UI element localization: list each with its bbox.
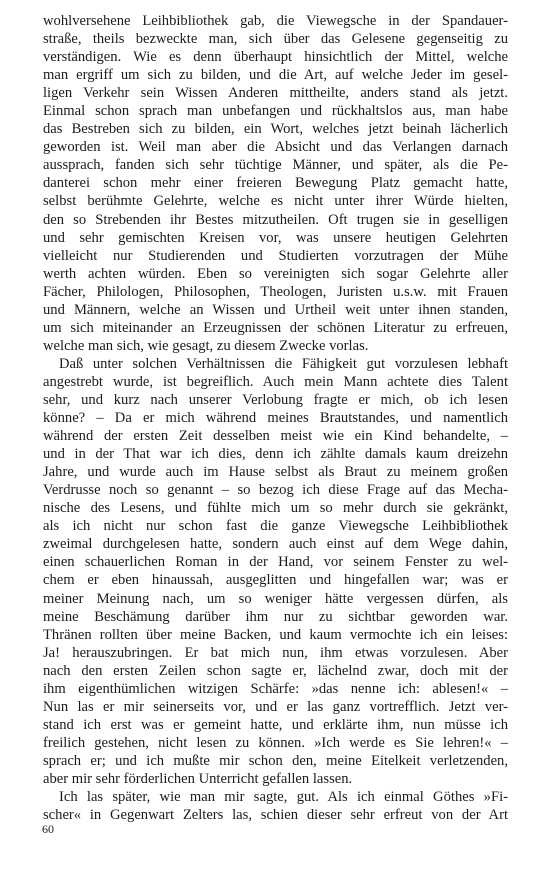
text-line: angestrebt wurde, ist begreiflich. Auch mein Mann achtete dies Talent <box>43 373 508 390</box>
text-line: danterei schon mehr einer freieren Bewegung Platz gemacht hatte, <box>43 175 508 192</box>
text-line: werth achten würden. Eben so vereinigten sich sogar Gelehrte aller <box>43 265 508 282</box>
text-line: aussprach, fanden sich sehr tüchtige Männer, und später, als die Pe- <box>43 157 508 174</box>
text-line: Fächer, Philologen, Philosophen, Theologen, Juristen u.s.w. mit Frauen <box>43 283 508 300</box>
text-line: chem er eben hinaussah, ausgeglitten und hingefallen war; was er <box>43 572 508 589</box>
text-line: Verdrusse noch so genannt – so bezog ich diese Frage auf das Mecha- <box>43 482 508 499</box>
text-line: ligen Verkehr sein Wissen Anderen mittheilte, anders stand als jetzt. <box>43 85 508 102</box>
text-line: sprach er; und ich mußte mir schon den, meine Eitelkeit verletzenden, <box>43 752 508 769</box>
text-line: einen schauerlichen Roman in der Hand, vor seinem Fenster zu wel- <box>43 554 508 571</box>
text-line: das Bestreben sich zu bilden, ein Wort, welches jetzt beinah lächerlich <box>43 121 508 138</box>
text-line: um sich miteinander an Erzeugnissen der schönen Literatur zu erfreuen, <box>43 319 508 336</box>
text-line: als ich nicht nur schon fast die ganze Viewegsche Leihbibliothek <box>43 518 508 535</box>
text-line: vielleicht nur Studierenden und Studierten vorzutragen der Mühe <box>43 247 508 264</box>
text-line: zweimal durchgelesen hatte, sondern auch einst auf dem Wege dahin, <box>43 536 508 553</box>
text-line: könne? – Da er mich während meines Brautstandes, und namentlich <box>43 410 508 427</box>
text-line: wohlversehene Leihbibliothek gab, die Viewegsche in der Spandauer- <box>43 13 508 29</box>
text-line: und sehr gemischten Kreisen vor, was unsere heutigen Gelehrten <box>43 229 508 246</box>
text-line: freilich gestehen, nicht lesen zu können. »Ich werde es Sie lehren!« – <box>43 734 508 751</box>
text-line: man ergriff um sich zu bilden, und die Art, auf welche Jeder im gesel- <box>43 67 508 84</box>
text-line: Ja! herauszubringen. Er bat mich nun, ihm etwas vorzulesen. Aber <box>43 644 508 661</box>
paragraph-end-line: welche man sich, wie gesagt, zu diesem Zwecke vorlas. <box>43 337 369 354</box>
text-line: scher« in Gegenwart Zelters las, schien dieser sehr erfreut von der Art <box>43 807 508 824</box>
text-line: nach den ersten Zeilen schon sagte er, lächelnd zwar, doch mit der <box>43 662 508 679</box>
text-line: Nun las er mir seinerseits vor, und er las ganz vortrefflich. Jetzt ver- <box>43 698 508 715</box>
text-line: Jahre, und wurde auch im Hause selbst als Braut zu meinem großen <box>43 464 508 481</box>
text-line: und Männern, welche an Wissen und Urtheil weit unter ihnen standen, <box>43 301 508 318</box>
text-line: selbst berühmte Gelehrte, welche es nicht unter ihrer Würde hielten, <box>43 193 508 210</box>
paragraph-start-line: Ich las später, wie man mir sagte, gut. Als ich einmal Göthes »Fi- <box>59 789 508 806</box>
page-number: 60 <box>42 822 54 836</box>
text-line: nische des Lesens, und fühlte mich um so mehr durch sie gekränkt, <box>43 500 508 517</box>
text-line: sehr, und kurz nach unserer Verlobung fragte er mich, ob ich lesen <box>43 391 508 408</box>
paragraph-start-line: Daß unter solchen Verhältnissen die Fähigkeit gut vorzulesen lebhaft <box>59 355 508 372</box>
text-line: straße, theils bezweckte man, sich über das Gelesene gegenseitig zu <box>43 31 508 48</box>
text-line: meiner Meinung nach, um so weniger hätte vergessen dürfen, als <box>43 590 508 607</box>
body-text <box>43 12 508 824</box>
text-line: stand ich erst was er gemeint hatte, und erklärte ihm, nun müsse ich <box>43 716 508 733</box>
text-line: den so Strebenden ihr Bestes mitzutheilen. Oft trugen sie in geselligen <box>43 211 508 228</box>
text-line: Thränen rollten über meine Backen, und kaum vermochte ich ein leises: <box>43 626 508 643</box>
text-line: geworden ist. Weil man aber die Absicht und das Verlangen darnach <box>43 139 508 156</box>
text-line: Einmal schon sprach man unbefangen und rückhaltslos aus, man habe <box>43 103 508 120</box>
text-line: verständigen. Wie es denn überhaupt hinsichtlich der Mittel, welche <box>43 49 508 66</box>
text-line: während der ersten Zeit desselben meist wie ein Kind behandelte, – <box>43 428 508 445</box>
paragraph-end-line: aber mir sehr förderlichen Unterricht gefallen lassen. <box>43 770 353 787</box>
text-line: und in der That war ich dies, denn ich zählte damals kaum dreizehn <box>43 446 508 463</box>
text-line: ihm eigenthümlichen witzigen Schärfe: »das nenne ich: ablesen!« – <box>43 680 508 697</box>
text-line: meine Beschämung darüber ihm nur zu sichtbar geworden war. <box>43 608 508 625</box>
